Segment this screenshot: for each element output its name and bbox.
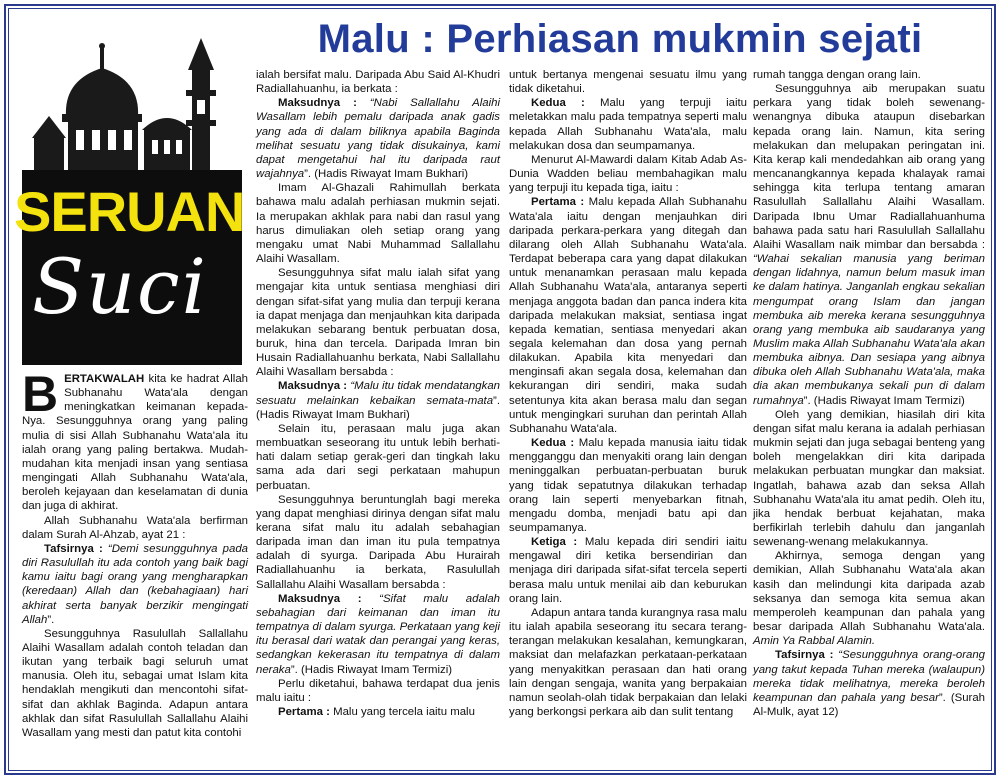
list-paragraph [509, 195, 747, 436]
tafsir-paragraph [753, 648, 985, 719]
quote-end: ”. [47, 613, 55, 626]
logo-word-suci: Suci [32, 242, 208, 331]
paragraph: Selain itu, perasaan malu juga akan membuatkan seseorang itu untuk lebih berhati-hati dalam setiap gerak-geri dan tingkah laku sama ada dari segi perkataan mahupun perbuatan. [256, 422, 500, 492]
quote-end: ”. (Surah Al-Mulk, ayat 12) [753, 691, 986, 719]
logo-word-seruan: SERUAN [14, 180, 245, 243]
quote-text: “Malu itu tidak mendatangkan sesuatu melainkan kebaikan semata-mata [256, 380, 500, 407]
kedua-label: Kedua : [531, 437, 575, 450]
hadith-paragraph [256, 96, 500, 181]
maksudnya-label: Maksudnya : [278, 592, 362, 605]
hadith-paragraph [256, 379, 500, 421]
paragraph-text: Sesungguhnya aib merupakan suatu perkara yang tidak boleh sewenang-wenangnya dibuka ataupun disebarkan kepada orang lain. Namun, kita sering melakukan dan melupakan peringatan ini. Kita kerap kali mendedahkan aib orang yang mencanangkannya kepada khalayak ramai sehingga kita terlupa tentang amaran Rasulullah Sallallahu Alaihi Wasallam. Daripada Ibnu Umar Radiallahuanhuma bahawa pada satu hari Rasulullah Sallallahu Alaihi Wasallam naik mimbar dan bersabda : [753, 83, 985, 251]
quote-end: ”. (Hadis Riwayat Imam Bukhari) [256, 394, 500, 421]
ketiga-label: Ketiga : [531, 536, 578, 549]
quote-text: “Nabi Sallallahu Alaihi Wasallam lebih pemalu daripada anak gadis yang ada di dalam biliknya apabila Baginda melihat sesuatu yang tidak disukainya, kami dapat mengetahui hal itu daripada raut wajahnya [256, 97, 500, 181]
pertama-label: Pertama : [531, 196, 585, 209]
closing-paragraph [753, 549, 985, 648]
list-paragraph [509, 96, 747, 153]
paragraph: untuk bertanya mengenai sesuatu ilmu yang tidak diketahui. [509, 69, 747, 96]
paragraph: Sesungguhnya sifat malu ialah sifat yang mengajar kita untuk sentiasa menghiasi diri dengan sifat-sifat yang mulia dan terpuji kerana ia dapat menjaga dan menjauhkan kita daripada melakukan sebarang bentuk perbuatan dosa, buruk, hina dan tercela. Daripada Imran bin Husain Radiallahuanhu berkata, Nabi Sallallahu Alaihi Wasallam bersabda : [256, 267, 500, 379]
paragraph-text: Malu kepada diri sendiri iaitu mengawal diri ketika bersendirian dan menjaga diri daripada sifat-sifat tercela seperti berasa malu untuk menilai aib dan keburukan orang lain. [509, 536, 747, 605]
column-4 [753, 68, 985, 719]
column-1 [22, 366, 248, 740]
paragraph: Menurut Al-Mawardi dalam Kitab Adab As-Dunia Wadden beliau membahagikan malu yang terpuji itu kepada tiga, iaitu : [509, 153, 747, 195]
list-paragraph [509, 535, 747, 606]
paragraph: Allah Subhanahu Wata'ala berfirman dalam Surah Al-Ahzab, ayat 21 : [22, 514, 248, 541]
paragraph-text: Malu kepada manusia iaitu tidak mengganggu dan menyakiti orang lain dengan meninggalkan perbuatan-perbuatan buruk yang tidak sepatutnya dilakukan terhadap orang lain seperti menyebarkan fitnah, mengadu domba, menjadi batu api dan seumpamanya. [509, 437, 747, 534]
drop-cap: B [22, 366, 59, 422]
paragraph: ialah bersifat malu. Daripada Abu Said Al-Khudri Radiallahuanhu, ia berkata : [256, 69, 500, 96]
tafsir-paragraph [22, 542, 248, 627]
hadith-paragraph [256, 592, 500, 677]
column-2 [256, 68, 500, 719]
tafsir-label: Tafsirnya : [775, 649, 834, 662]
paragraph: Sesungguhnya beruntunglah bagi mereka yang dapat menghiasi dirinya dengan sifat malu kerana sifat malu itu adalah sebahagian daripada iman dan iman itu pula tempatnya adalah di syurga. Daripada Abu Hurairah Radiallahuanhu ia berkata, Rasulullah Sallallahu Alaihi Wasallam bersabda : [256, 493, 500, 591]
closing-prayer: Amin Ya Rabbal Alamin. [753, 635, 875, 648]
maksudnya-label: Maksudnya : [278, 380, 348, 393]
column-3 [509, 68, 747, 719]
paragraph-text: Malu kepada Allah Subhanahu Wata'ala iaitu dengan menjauhkan diri daripada perkara-perkara yang ditegah dan dilarang oleh Allah Subhanahu Wata'ala. Terdapat beberapa cara yang dapat dilakukan untuk menanamkan perasaan malu kepada Allah Subhanahu Wata'ala, antaranya seperti menjaga anggota badan dan panca indera kita daripada melakukan maksiat, sentiasa ingat kepada kematian, sentiasa menyedari akan segala kelemahan dan dosa yang pernah dilakukan. Apabila kita menyedari dan menginsafi akan segala dosa, kelemahan dan kekurangan diri sendiri, maka sudah setentunya kita akan berasa malu dan segan untuk mengingkari suruhan dan perintah Allah Subhanahu Wata'ala. [509, 196, 747, 435]
quote-end: ”. (Hadis Riwayat Imam Bukhari) [304, 168, 469, 181]
paragraph: Adapun antara tanda kurangnya rasa malu itu ialah apabila seseorang itu secara terang-terangan melakukan kesalahan, kemungkaran, maksiat dan melafazkan perkataan-perkataan yang menyakitkan perasaan dan hati orang lain dengan sengaja, wanita yang berpakaian namun seolah-olah tidak berpakaian dan lelaki yang berkongsi perkara aib dan sulit tentang [509, 606, 747, 719]
article-title: Malu : Perhiasan mukmin sejati [317, 17, 923, 61]
quote-text: “Demi sesungguhnya pada diri Rasulullah itu ada contoh yang baik bagi kamu iaitu bagi orang yang mengharapkan (keredaan) Allah dan (kebahagiaan) hari akhirat serta banyak berzikir mengingati Allah [22, 542, 248, 626]
list-paragraph [256, 705, 500, 719]
paragraph: Imam Al-Ghazali Rahimullah berkata bahawa malu adalah perhiasan mukmin sejati. Ia merupakan akhlak para nabi dan rasul yang harus dimuliakan oleh setiap orang yang mengaku umat Nabi Muhammad Sallallahu Alaihi Wasallam. [256, 182, 500, 266]
paragraph: Oleh yang demikian, hiasilah diri kita dengan sifat malu kerana ia adalah perhiasan mukmin sejati dan juga sebagai benteng yang boleh mengelakkan diri kita daripada melakukan perbuatan mungkar dan maksiat. Ingatlah, bahawa azab dan seksa Allah Subhanahu Wata'ala itu amat pedih. Oleh itu, jika hendak berbuat kejahatan, maka berfikirlah terlebih dahulu dan janganlah sewenang-wenang melakukannya. [753, 408, 985, 549]
paragraph-text: Malu yang tercela iaitu malu [329, 706, 475, 719]
lead-caps: ERTAKWALAH [64, 373, 145, 385]
quote-text: “Sesungguhnya orang-orang yang takut kepada Tuhan mereka (walaupun) mereka tidak melihatnya, mereka beroleh keampunan dan pahala yang besar [753, 649, 986, 704]
paragraph: rumah tangga dengan orang lain. [753, 69, 921, 81]
paragraph: Sesungguhnya Rasulullah Sallallahu Alaihi Wasallam adalah contoh teladan dan ikutan yang terbaik bagi seluruh umat manusia. Oleh itu, sebagai umat Islam kita hendaklah mengikuti dan mencontohi sifat-sifat dan akhlak Baginda. Adapun antara akhlak dan sifat Rasulullah Sallallahu Alaihi Wasallam yang mesti dan patut kita contohi [22, 627, 248, 739]
hadith-paragraph [753, 82, 985, 408]
list-paragraph [509, 436, 747, 535]
quote-text: “Sifat malu adalah sebahagian dari keimanan dan iman itu tempatnya di dalam syurga. Perkataan yang keji itu berasal dari watak dan perangai yang keras, sedangkan kekerasan itu tempatnya di dalam neraka [256, 592, 500, 676]
paragraph-text: kita ke hadrat Allah Subhanahu Wata'ala dengan meningkatkan keimanan kepada-Nya. Sesungguhnya orang yang paling mulia di sisi Allah Subhanahu Wata'ala itu ialah orang yang paling bertakwa. Mudah-mudahan kita menjadi insan yang sentiasa mengingati Allah Subhanahu Wata'ala, beroleh kejayaan dan keselamatan di dunia dan juga di akhirat. [22, 373, 248, 513]
paragraph-text: Malu yang terpuji iaitu meletakkan malu pada tempatnya seperti malu kepada Allah Subhanahu Wata'ala, malu melakukan dosa dan seumpamanya. [509, 97, 747, 152]
tafsir-label: Tafsirnya : [44, 542, 103, 555]
quote-end: ”. (Hadis Riwayat Imam Termizi) [803, 394, 965, 407]
quote-end: ”. (Hadis Riwayat Imam Termizi) [290, 663, 453, 676]
quote-text: “Wahai sekalian manusia yang beriman dengan lidahnya, namun belum masuk iman ke dalam hatinya. Janganlah engkau sekalian mengumpat orang Islam dan jangan membuka aib mereka kerana sesungguhnya orang yang membuka aib saudaranya yang Muslim maka Allah Subhanahu Wata'ala akan membuka aibnya. Dan sesiapa yang aibnya dibuka oleh Allah Subhanahu Wata'ala, maka dia akan membukanya sekali pun di dalam rumahnya [753, 253, 985, 407]
paragraph-text: Akhirnya, semoga dengan yang demikian, Allah Subhanahu Wata'ala akan kasih dan melindungi kita daripada azab seksanya dan semoga kita semua akan memperoleh keampunan dan pahala yang besar daripada Allah Subhanahu Wata'ala. [753, 550, 985, 634]
intro-paragraph [22, 366, 248, 514]
pertama-label: Pertama : [278, 706, 330, 719]
paragraph: Perlu diketahui, bahawa terdapat dua jenis malu iaitu : [256, 677, 500, 704]
kedua-label: Kedua : [531, 97, 585, 110]
maksudnya-label: Maksudnya : [278, 97, 357, 110]
